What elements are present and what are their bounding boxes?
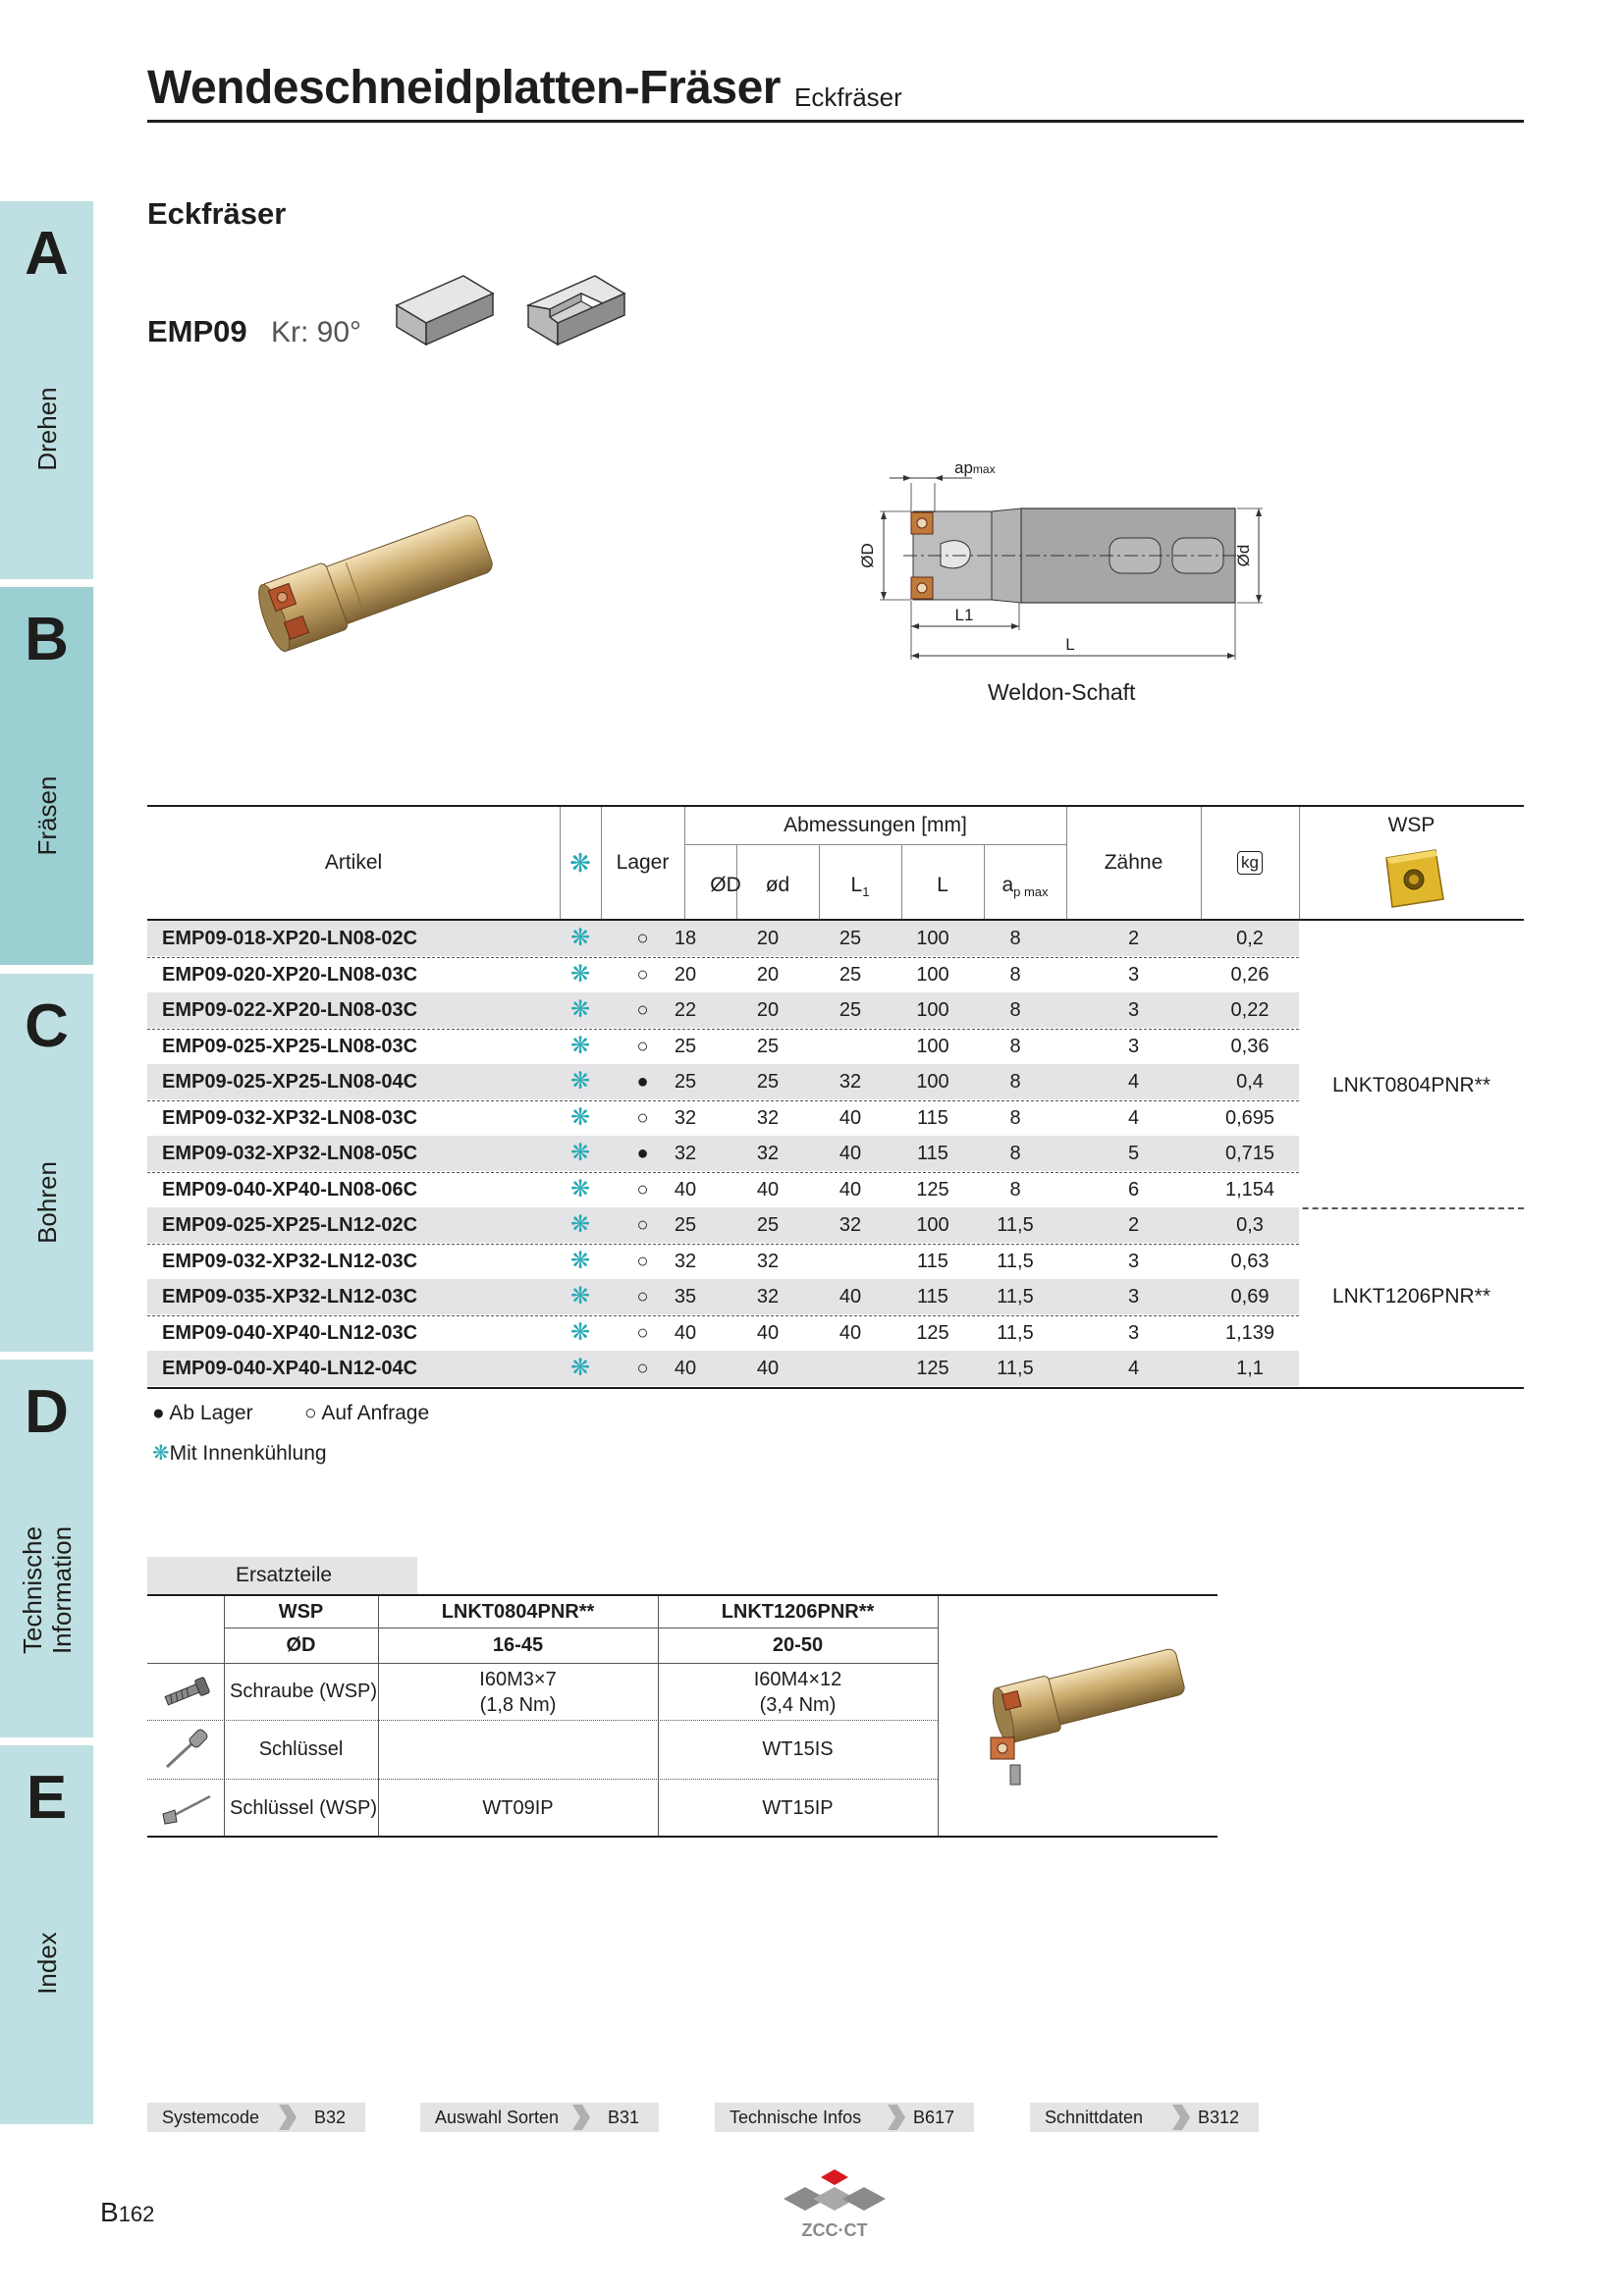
spare-row-schraube: Schraube (WSP) [230, 1681, 378, 1702]
cell-d-outer: 25 [674, 1071, 697, 1093]
coolant-icon: ❋ [569, 996, 591, 1023]
header-d-outer: ØD [710, 874, 741, 896]
cell-d-outer: 32 [674, 1106, 697, 1129]
footer-link-label: Auswahl Sorten [435, 2108, 560, 2127]
cell-l1: 25 [839, 999, 862, 1021]
cell-lager: ○ [636, 963, 649, 986]
spare-col1-schraube-b: (1,8 Nm) [479, 1694, 557, 1716]
coolant-icon: ❋ [569, 1068, 591, 1095]
request-circle-icon: ○ [304, 1402, 317, 1424]
cell-lager: ○ [636, 1178, 649, 1201]
header-ap-sub: p max [1013, 884, 1049, 900]
coolant-icon: ❋ [569, 1032, 591, 1059]
table-body [147, 921, 1524, 1388]
cell-zaehne: 4 [1127, 1071, 1140, 1093]
spare-col2-wsp: LNKT1206PNR** [721, 1601, 875, 1623]
cell-l: 115 [917, 1286, 948, 1308]
page-number-value: 162 [118, 2202, 155, 2226]
cell-zaehne: 3 [1127, 999, 1140, 1021]
coolant-icon: ❋ [569, 1175, 591, 1202]
cell-lager: ● [636, 1143, 649, 1164]
cell-d-outer: 35 [674, 1286, 697, 1308]
cell-l1: 40 [839, 1178, 862, 1201]
wsp-group-lnkt1206: LNKT1206PNR** [1331, 1285, 1491, 1308]
table-row [147, 1244, 1299, 1279]
cell-artikel: EMP09-040-XP40-LN12-04C [162, 1358, 418, 1379]
cell-lager: ○ [636, 1250, 649, 1272]
spare-col2-schraube-a: I60M4×12 [753, 1669, 842, 1690]
cell-d-shank: 25 [756, 1035, 780, 1057]
cell-apmax: 8 [1009, 1143, 1021, 1164]
cell-lager: ○ [636, 1035, 649, 1057]
tab-letter-e: E [26, 1764, 68, 1832]
cell-d-outer: 40 [674, 1178, 697, 1201]
end-mill-image [245, 496, 511, 663]
cell-weight: 1,1 [1236, 1358, 1264, 1379]
cell-zaehne: 3 [1127, 1286, 1140, 1308]
cell-d-shank: 40 [756, 1178, 780, 1201]
page-number [100, 2197, 154, 2228]
cell-artikel: EMP09-018-XP20-LN08-02C [162, 928, 418, 949]
tab-label-technische-information [18, 1526, 77, 1654]
chevron-right-icon [1170, 2105, 1192, 2130]
legend-innenkuehlung: Mit Innenkühlung [169, 1442, 327, 1465]
spare-parts-table [147, 1594, 1217, 1838]
coolant-icon: ❋ [569, 1247, 591, 1274]
cell-d-shank: 20 [756, 999, 780, 1021]
cell-artikel: EMP09-025-XP25-LN08-04C [162, 1071, 418, 1093]
cell-weight: 0,715 [1224, 1143, 1275, 1164]
cell-apmax: 11,5 [997, 1286, 1034, 1308]
coolant-icon: ❋ [569, 925, 591, 951]
stock-dot-icon: ● [152, 1402, 165, 1424]
header-rule [147, 120, 1524, 123]
cell-d-shank: 32 [756, 1106, 780, 1129]
cell-d-shank: 20 [756, 963, 780, 986]
cell-l: 115 [917, 1250, 948, 1272]
article-table [147, 805, 1524, 1388]
cell-weight: 1,154 [1224, 1178, 1275, 1201]
key-icon [161, 1728, 214, 1771]
cell-d-shank: 32 [756, 1143, 780, 1164]
cell-weight: 0,63 [1230, 1250, 1270, 1272]
cell-artikel: EMP09-025-XP25-LN12-02C [162, 1214, 418, 1236]
table-bottom-rule [147, 1387, 1524, 1389]
legend-coolant [152, 1441, 327, 1466]
cell-l: 100 [916, 1071, 949, 1093]
header-d-shank: ød [765, 874, 790, 896]
cell-l1 [809, 1029, 892, 1064]
cell-apmax: 8 [1009, 928, 1021, 949]
cell-d-outer: 40 [674, 1358, 697, 1379]
cell-artikel: EMP09-035-XP32-LN12-03C [162, 1286, 418, 1308]
page-title: Wendeschneidplatten-Fräser [147, 62, 781, 114]
workpiece-block-icon [393, 270, 497, 348]
header-wsp: WSP [1387, 814, 1435, 836]
legend-auf-anfrage: Auf Anfrage [321, 1402, 430, 1424]
cell-d-outer: 32 [674, 1250, 697, 1272]
spare-row-schluessel-wsp: Schlüssel (WSP) [230, 1797, 378, 1819]
cell-l1: 40 [839, 1286, 862, 1308]
legend-ab-lager: Ab Lager [169, 1402, 253, 1424]
spare-col1-schraube [378, 1667, 658, 1718]
cell-apmax: 8 [1009, 1106, 1021, 1129]
cell-zaehne: 3 [1127, 1321, 1140, 1344]
table-row [147, 1207, 1299, 1243]
cell-artikel: EMP09-025-XP25-LN08-03C [162, 1035, 418, 1057]
cell-lager: ○ [636, 1106, 649, 1129]
cell-zaehne: 4 [1127, 1106, 1140, 1129]
cell-l1: 32 [839, 1071, 862, 1093]
page-subtitle: Eckfräser [794, 82, 902, 112]
cell-lager: ○ [636, 1214, 649, 1236]
table-row [147, 957, 1299, 992]
coolant-icon: ❋ [569, 1103, 591, 1131]
tab-label-drehen: Drehen [32, 387, 62, 471]
footer-link-ref: B31 [607, 2108, 639, 2127]
cell-l: 100 [916, 1214, 949, 1236]
coolant-icon: ❋ [569, 1283, 591, 1309]
tab-label-fraesen: Fräsen [32, 775, 62, 856]
table-row [147, 1279, 1299, 1314]
cell-d-shank: 25 [756, 1071, 780, 1093]
cell-d-outer: 25 [674, 1035, 697, 1057]
side-tab-c[interactable] [0, 974, 93, 1352]
tab-label-line1: Technische [18, 1525, 47, 1655]
cell-artikel: EMP09-032-XP32-LN12-03C [162, 1250, 418, 1272]
weight-unit: kg [1237, 851, 1263, 875]
cell-d-shank: 32 [756, 1286, 780, 1308]
cell-weight: 0,36 [1230, 1035, 1270, 1057]
coolant-icon: ❋ [569, 1140, 591, 1166]
label-d-shank: Ød [1234, 544, 1253, 567]
cell-artikel: EMP09-022-XP20-LN08-03C [162, 999, 418, 1021]
cell-l1 [809, 1351, 892, 1386]
cell-lager: ○ [636, 1321, 649, 1344]
table-row [147, 1315, 1299, 1351]
wsp-key-icon [159, 1789, 216, 1828]
footer-link-ref: B312 [1197, 2108, 1239, 2127]
cell-artikel: EMP09-032-XP32-LN08-05C [162, 1143, 418, 1164]
zcc-ct-logo [776, 2169, 893, 2248]
cell-artikel: EMP09-040-XP40-LN12-03C [162, 1321, 418, 1344]
side-tab-a[interactable] [0, 201, 93, 579]
table-row [147, 921, 1299, 956]
spare-d-label: ØD [286, 1634, 316, 1656]
coolant-icon: ❋ [569, 1355, 591, 1381]
cell-lager: ○ [636, 928, 649, 949]
cell-apmax: 11,5 [997, 1358, 1034, 1379]
header-abmessungen: Abmessungen [mm] [784, 814, 967, 836]
cell-weight: 0,26 [1230, 963, 1270, 986]
logo-text: ZCC·CT [801, 2220, 868, 2240]
cell-artikel: EMP09-032-XP32-LN08-03C [162, 1106, 418, 1129]
tab-label-index: Index [32, 1932, 62, 1995]
cell-zaehne: 3 [1127, 963, 1140, 986]
header-l1 [819, 874, 901, 899]
cell-l: 100 [916, 928, 949, 949]
table-row [147, 1029, 1299, 1064]
tab-letter-a: A [25, 220, 69, 288]
chevron-right-icon [886, 2105, 907, 2130]
coolant-icon: ❋ [569, 1211, 591, 1238]
cell-d-outer: 18 [674, 928, 697, 949]
spare-col2-schraube-b: (3,4 Nm) [759, 1694, 837, 1716]
page-prefix: B [100, 2197, 119, 2227]
cell-lager: ○ [636, 1286, 649, 1308]
cell-lager: ○ [636, 999, 649, 1021]
spare-row-schluessel: Schlüssel [258, 1738, 344, 1760]
header-lager: Lager [616, 851, 670, 874]
cell-zaehne: 4 [1127, 1358, 1140, 1379]
cell-apmax: 11,5 [997, 1250, 1034, 1272]
cell-apmax: 8 [1009, 1035, 1021, 1057]
spare-parts-tab: Ersatzteile [147, 1557, 417, 1594]
tab-label-bohren: Bohren [32, 1161, 62, 1244]
cell-lager: ● [636, 1071, 649, 1093]
cell-l1: 25 [839, 928, 862, 949]
spare-col2-schluessel-wsp: WT15IP [762, 1797, 834, 1819]
header-l1-main: L [850, 874, 863, 896]
cell-l: 100 [916, 1035, 949, 1057]
side-tab-d[interactable] [0, 1360, 93, 1737]
cell-weight: 0,69 [1230, 1286, 1270, 1308]
cell-l: 100 [916, 999, 949, 1021]
cell-l: 125 [916, 1358, 949, 1379]
workpiece-step-icon [524, 270, 628, 348]
drawing-caption: Weldon-Schaft [988, 679, 1136, 705]
footer-link-label: Technische Infos [730, 2108, 862, 2127]
cell-l: 125 [916, 1321, 949, 1344]
table-row [147, 1100, 1299, 1136]
cell-l1: 25 [839, 963, 862, 986]
cell-l1: 32 [839, 1214, 862, 1236]
cell-apmax: 11,5 [997, 1321, 1034, 1344]
cell-l1 [809, 1244, 892, 1279]
cell-weight: 1,139 [1224, 1321, 1275, 1344]
screw-icon [159, 1675, 214, 1710]
tab-letter-c: C [25, 992, 69, 1060]
exploded-tool-image [977, 1635, 1198, 1792]
side-tab-e[interactable] [0, 1745, 93, 2124]
cell-l1: 40 [839, 1321, 862, 1344]
footer-link-auswahl-sorten[interactable] [420, 2103, 659, 2132]
cell-d-outer: 32 [674, 1143, 697, 1164]
cell-l: 100 [916, 963, 949, 986]
spare-col2-schluessel: WT15IS [762, 1738, 834, 1760]
spare-col2-d: 20-50 [772, 1634, 824, 1656]
header-l: L [937, 874, 948, 896]
coolant-icon: ❋ [152, 1442, 170, 1465]
table-header [147, 805, 1524, 921]
spare-col2-schraube [658, 1667, 938, 1718]
cell-zaehne: 3 [1127, 1035, 1140, 1057]
spare-wsp-label: WSP [278, 1601, 324, 1623]
table-row [147, 1136, 1299, 1171]
cell-apmax: 8 [1009, 999, 1021, 1021]
table-row [147, 1064, 1299, 1099]
cell-d-outer: 22 [674, 999, 697, 1021]
cell-d-shank: 32 [756, 1250, 780, 1272]
spare-col1-wsp: LNKT0804PNR** [441, 1601, 595, 1623]
cell-apmax: 11,5 [997, 1214, 1034, 1236]
cell-artikel: EMP09-040-XP40-LN08-06C [162, 1178, 418, 1201]
footer-link-label: Systemcode [162, 2108, 260, 2127]
label-apmax [954, 458, 996, 477]
cell-d-shank: 25 [756, 1214, 780, 1236]
footer-link-label: Schnittdaten [1045, 2108, 1144, 2127]
footer-link-schnittdaten[interactable] [1030, 2103, 1259, 2132]
header-ap-main: a [1001, 874, 1014, 896]
cell-apmax: 8 [1009, 1178, 1021, 1201]
legend-request [304, 1402, 429, 1425]
weldon-shank-drawing [854, 454, 1286, 669]
label-l1: L1 [954, 606, 974, 624]
header-zaehne: Zähne [1104, 851, 1163, 874]
cell-weight: 0,4 [1236, 1071, 1264, 1093]
legend-stock [152, 1402, 253, 1425]
cell-zaehne: 2 [1127, 928, 1140, 949]
cell-weight: 0,3 [1236, 1214, 1264, 1236]
cell-d-shank: 20 [756, 928, 780, 949]
chevron-right-icon [277, 2105, 298, 2130]
spare-col1-schraube-a: I60M3×7 [479, 1669, 557, 1690]
weight-icon [1201, 850, 1299, 875]
cell-l: 115 [917, 1143, 948, 1164]
spare-col1-d: 16-45 [492, 1634, 544, 1656]
table-row [147, 992, 1299, 1028]
cell-l: 125 [916, 1178, 949, 1201]
cell-d-shank: 40 [756, 1321, 780, 1344]
label-d-outer: ØD [858, 543, 877, 568]
cell-apmax: 8 [1009, 1071, 1021, 1093]
footer-link-ref: B32 [313, 2108, 346, 2127]
cell-apmax: 8 [1009, 963, 1021, 986]
cell-l1: 40 [839, 1143, 862, 1164]
footer-link-systemcode[interactable] [147, 2103, 365, 2132]
cell-artikel: EMP09-020-XP20-LN08-03C [162, 963, 418, 986]
table-row [147, 1351, 1299, 1386]
cell-weight: 0,2 [1236, 928, 1264, 949]
header-apmax [984, 874, 1066, 899]
cell-lager: ○ [636, 1358, 649, 1379]
cell-d-outer: 20 [674, 963, 697, 986]
header-l1-sub: 1 [862, 884, 870, 900]
cell-zaehne: 2 [1127, 1214, 1140, 1236]
coolant-icon: ❋ [569, 960, 591, 988]
tab-letter-d: D [25, 1378, 69, 1446]
cell-zaehne: 6 [1127, 1178, 1140, 1201]
table-row [147, 1172, 1299, 1207]
label-apmax-sub: max [972, 462, 996, 476]
spare-col1-schluessel-wsp: WT09IP [482, 1797, 554, 1819]
cell-d-outer: 40 [674, 1321, 697, 1344]
cell-zaehne: 5 [1127, 1143, 1140, 1164]
side-tab-b[interactable] [0, 587, 93, 965]
cell-zaehne: 3 [1127, 1250, 1140, 1272]
cell-d-outer: 25 [674, 1214, 697, 1236]
label-l: L [1065, 635, 1075, 654]
coolant-icon: ❋ [569, 1318, 591, 1346]
tab-label-line2: Information [47, 1525, 77, 1655]
cell-weight: 0,22 [1230, 999, 1270, 1021]
coolant-icon: ❋ [569, 848, 591, 878]
chevron-right-icon [570, 2105, 592, 2130]
wsp-insert-icon [1379, 846, 1447, 911]
cell-l: 115 [917, 1106, 948, 1129]
footer-link-technische-infos[interactable] [715, 2103, 974, 2132]
label-apmax-main: ap [954, 458, 973, 477]
header-artikel: Artikel [324, 851, 383, 874]
product-kr-angle: Kr: 90° [271, 316, 362, 348]
section-title: Eckfräser [147, 196, 287, 231]
product-code: EMP09 [147, 314, 247, 348]
wsp-group-lnkt0804: LNKT0804PNR** [1331, 1073, 1491, 1096]
cell-weight: 0,695 [1224, 1106, 1275, 1129]
cell-l1: 40 [839, 1106, 862, 1129]
footer-link-ref: B617 [912, 2108, 954, 2127]
tab-letter-b: B [25, 606, 69, 673]
cell-d-shank: 40 [756, 1358, 780, 1379]
